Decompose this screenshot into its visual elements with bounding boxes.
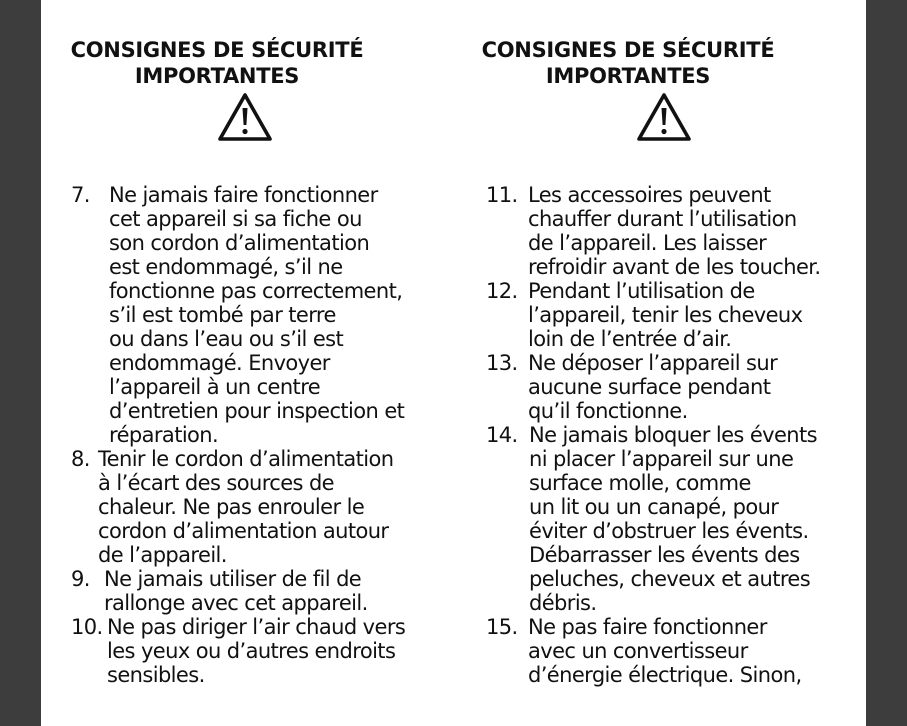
text-line: à l’écart des sources de — [98, 471, 335, 495]
heading-line: CONSIGNES DE SÉCURITÉ — [481, 38, 775, 62]
text-line: ou dans l’eau ou s’il est — [109, 327, 344, 351]
list-item — [486, 615, 820, 687]
text-line: s’il est tombé par terre — [109, 303, 336, 327]
text-line: chaleur. Ne pas enrouler le — [98, 495, 365, 519]
text-line: l’appareil à un centre — [109, 375, 321, 399]
text-line: Débarrasser les évents des — [529, 543, 800, 567]
item-text — [98, 447, 405, 567]
item-text — [109, 183, 405, 447]
text-line: peluches, cheveux et autres — [529, 567, 811, 591]
text-line: l’appareil, tenir les cheveux — [528, 303, 803, 327]
list-item — [486, 279, 820, 351]
text-line: cet appareil si sa fiche ou — [109, 207, 362, 231]
section-heading — [41, 37, 393, 89]
section-heading — [418, 37, 838, 89]
text-line: chauffer durant l’utilisation — [528, 207, 797, 231]
text-line: de l’appareil. — [98, 543, 227, 567]
item-number: 10. — [71, 615, 103, 639]
manual-page — [41, 0, 866, 726]
text-line: débris. — [529, 591, 597, 615]
heading-line: IMPORTANTES — [134, 64, 300, 88]
text-line: rallonge avec cet appareil. — [104, 591, 368, 615]
text-line: Ne jamais faire fonctionner — [109, 183, 378, 207]
text-line: endommagé. Envoyer — [109, 351, 330, 375]
item-number: 8. — [71, 447, 90, 471]
item-text — [528, 279, 820, 351]
text-line: refroidir avant de les toucher. — [528, 255, 821, 279]
list-item — [71, 447, 405, 567]
text-line: qu’il fonctionne. — [528, 399, 688, 423]
text-line: loin de l’entrée d’air. — [528, 327, 732, 351]
text-line: fonctionne pas correctement, — [109, 279, 403, 303]
item-text — [107, 615, 405, 687]
item-text — [528, 351, 820, 423]
item-text — [104, 567, 405, 615]
list-item — [486, 351, 820, 423]
list-item — [71, 567, 405, 615]
warning-triangle-icon — [636, 92, 692, 142]
text-line: ni placer l’appareil sur une — [529, 447, 794, 471]
list-item — [71, 183, 405, 447]
item-text — [529, 423, 820, 615]
text-line: éviter d’obstruer les évents. — [529, 519, 809, 543]
item-text — [528, 615, 820, 687]
text-line: Ne pas diriger l’air chaud vers — [107, 615, 406, 639]
text-line: réparation. — [109, 423, 219, 447]
item-text — [528, 183, 820, 279]
text-line: d’énergie électrique. Sinon, — [528, 663, 802, 687]
list-item — [486, 423, 820, 615]
text-line: un lit ou un canapé, pour — [529, 495, 779, 519]
item-number: 14. — [486, 423, 518, 447]
item-number: 11. — [486, 183, 518, 207]
item-number: 12. — [486, 279, 518, 303]
warning-triangle-icon — [217, 92, 273, 142]
text-line: avec un convertisseur — [528, 639, 748, 663]
text-line: sensibles. — [107, 663, 205, 687]
text-line: surface molle, comme — [529, 471, 751, 495]
text-line: cordon d’alimentation autour — [98, 519, 389, 543]
text-line: Ne jamais bloquer les évents — [529, 423, 817, 447]
right-column — [456, 0, 866, 726]
text-line: Tenir le cordon d’alimentation — [98, 447, 394, 471]
safety-list — [71, 183, 405, 687]
heading-line: CONSIGNES DE SÉCURITÉ — [70, 38, 364, 62]
text-line: Pendant l’utilisation de — [528, 279, 755, 303]
list-item — [71, 615, 405, 687]
text-line: les yeux ou d’autres endroits — [107, 639, 396, 663]
safety-list — [486, 183, 820, 687]
item-number: 13. — [486, 351, 518, 375]
text-line: Ne déposer l’appareil sur — [528, 351, 778, 375]
text-line: est endommagé, s’il ne — [109, 255, 343, 279]
text-line: d’entretien pour inspection et — [109, 399, 405, 423]
text-line: de l’appareil. Les laisser — [528, 231, 767, 255]
text-line: aucune surface pendant — [528, 375, 771, 399]
item-number: 7. — [71, 183, 90, 207]
text-line: Ne pas faire fonctionner — [528, 615, 767, 639]
item-number: 15. — [486, 615, 518, 639]
list-item — [486, 183, 820, 279]
text-line: son cordon d’alimentation — [109, 231, 370, 255]
text-line: Ne jamais utiliser de fil de — [104, 567, 362, 591]
heading-line: IMPORTANTES — [545, 64, 711, 88]
item-number: 9. — [71, 567, 90, 591]
left-column — [41, 0, 451, 726]
text-line: Les accessoires peuvent — [528, 183, 771, 207]
